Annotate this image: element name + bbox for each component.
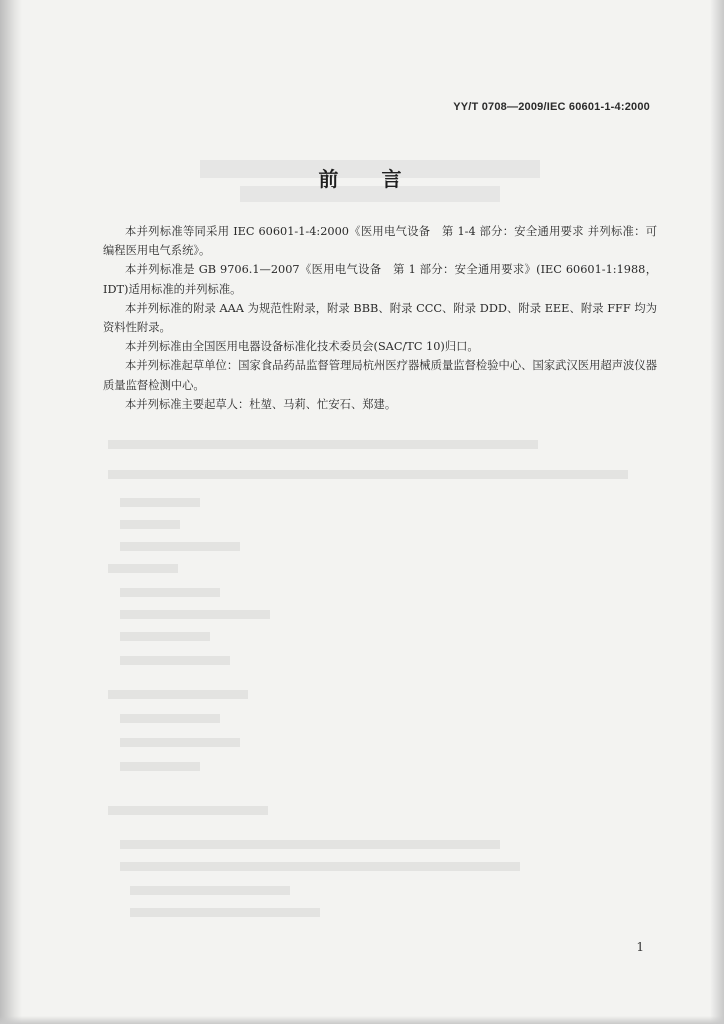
show-through-mark (120, 762, 200, 771)
show-through-mark (108, 470, 628, 479)
show-through-mark (120, 714, 220, 723)
show-through-mark (108, 806, 268, 815)
show-through-mark (120, 632, 210, 641)
show-through-mark (120, 840, 500, 849)
paragraph: 本并列标准是 GB 9706.1—2007《医用电气设备 第 1 部分：安全通用要求》(IEC 60601-1:1988，IDT)适用标准的并列标准。 (103, 263, 657, 296)
show-through-mark (120, 610, 270, 619)
show-through-mark (120, 656, 230, 665)
show-through-mark (120, 542, 240, 551)
show-through-mark (120, 738, 240, 747)
show-through-mark (108, 690, 248, 699)
show-through-mark (130, 886, 290, 895)
show-through-mark (130, 908, 320, 917)
scan-right-edge (710, 0, 724, 1024)
paragraph: 本并列标准等同采用 IEC 60601-1-4:2000《医用电气设备 第 1-4 部分：安全通用要求 并列标准：可编程医用电气系统》。 (103, 225, 657, 258)
show-through-mark (120, 520, 180, 529)
paragraph: 本并列标准由全国医用电器设备标准化技术委员会(SAC/TC 10)归口。 (125, 340, 479, 354)
standard-number: YY/T 0708—2009/IEC 60601-1-4:2000 (453, 101, 650, 113)
paragraph: 本并列标准的附录 AAA 为规范性附录，附录 BBB、附录 CCC、附录 DDD、附录 EEE、附录 FFF 均为资料性附录。 (103, 301, 657, 335)
foreword-body (103, 222, 657, 414)
paragraph: 本并列标准主要起草人：杜堃、马莉、忙安石、郑建。 (125, 397, 397, 411)
scan-bottom-edge (0, 1016, 724, 1024)
show-through-mark (108, 564, 178, 573)
show-through-mark (108, 440, 538, 449)
page-title: 前 言 (318, 167, 420, 191)
show-through-mark (120, 588, 220, 597)
show-through-mark (120, 498, 200, 507)
show-through-mark (120, 862, 520, 871)
scan-left-edge (0, 0, 22, 1024)
paragraph: 本并列标准起草单位：国家食品药品监督管理局杭州医疗器械质量监督检验中心、国家武汉医用超声波仪器质量监督检测中心。 (103, 359, 657, 392)
page-number: 1 (636, 940, 644, 954)
